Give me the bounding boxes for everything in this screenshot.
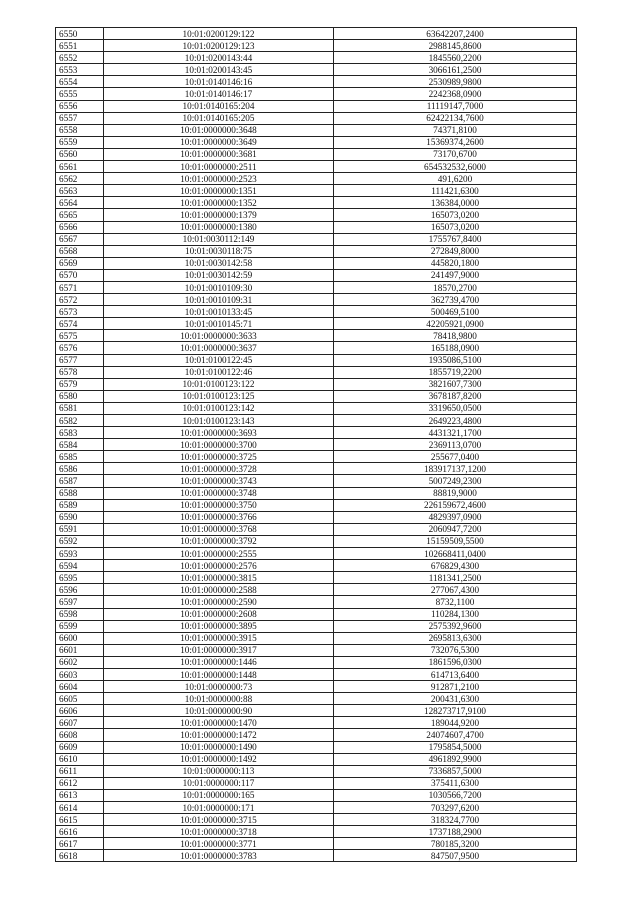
cadastral-value-cell: 445820,1800 [334,257,577,269]
cadastral-number-cell: 10:01:0000000:1448 [104,668,334,680]
cadastral-value-cell: 847507,9500 [334,850,577,862]
row-number-cell: 6574 [56,318,104,330]
row-number-cell: 6607 [56,717,104,729]
row-number-cell: 6594 [56,560,104,572]
table-row [56,548,577,560]
row-number-cell: 6618 [56,850,104,862]
cadastral-number-cell: 10:01:0000000:3915 [104,632,334,644]
cadastral-value-cell: 18570,2700 [334,281,577,293]
cadastral-value-cell: 2695813,6300 [334,632,577,644]
row-number-cell: 6573 [56,306,104,318]
cadastral-number-cell: 10:01:0000000:3681 [104,148,334,160]
table-row [56,245,577,257]
cadastral-number-cell: 10:01:0010145:71 [104,318,334,330]
cadastral-number-cell: 10:01:0000000:3725 [104,451,334,463]
row-number-cell: 6558 [56,124,104,136]
row-number-cell: 6605 [56,693,104,705]
row-number-cell: 6603 [56,668,104,680]
table-row [56,112,577,124]
table-row [56,789,577,801]
table-row [56,729,577,741]
cadastral-value-cell: 63642207,2400 [334,28,577,40]
cadastral-value-cell: 2242368,0900 [334,88,577,100]
row-number-cell: 6561 [56,161,104,173]
table-row [56,390,577,402]
cadastral-value-cell: 3319650,0500 [334,402,577,414]
cadastral-number-cell: 10:01:0000000:2590 [104,596,334,608]
cadastral-value-cell: 78418,9800 [334,330,577,342]
cadastral-value-cell: 189044,9200 [334,717,577,729]
table-row [56,487,577,499]
cadastral-value-cell: 4829397,0900 [334,511,577,523]
cadastral-number-cell: 10:01:0000000:3792 [104,535,334,547]
cadastral-value-cell: 277067,4300 [334,584,577,596]
cadastral-value-cell: 2530989,9800 [334,76,577,88]
row-number-cell: 6552 [56,52,104,64]
table-row [56,535,577,547]
row-number-cell: 6553 [56,64,104,76]
row-number-cell: 6585 [56,451,104,463]
cadastral-number-cell: 10:01:0140146:17 [104,88,334,100]
table-row [56,475,577,487]
row-number-cell: 6582 [56,415,104,427]
row-number-cell: 6554 [56,76,104,88]
cadastral-value-cell: 200431,6300 [334,693,577,705]
cadastral-value-cell: 241497,9000 [334,269,577,281]
table-row [56,306,577,318]
cadastral-number-cell: 10:01:0000000:1470 [104,717,334,729]
cadastral-number-cell: 10:01:0000000:3700 [104,439,334,451]
row-number-cell: 6602 [56,656,104,668]
cadastral-number-cell: 10:01:0000000:3895 [104,620,334,632]
cadastral-value-cell: 165188,0900 [334,342,577,354]
cadastral-number-cell: 10:01:0000000:1379 [104,209,334,221]
cadastral-value-cell: 1845560,2200 [334,52,577,64]
cadastral-value-cell: 15159509,5500 [334,535,577,547]
table-row [56,777,577,789]
cadastral-number-cell: 10:01:0000000:3715 [104,814,334,826]
table-row [56,185,577,197]
row-number-cell: 6590 [56,511,104,523]
cadastral-value-cell: 128273717,9100 [334,705,577,717]
table-row [56,148,577,160]
table-row [56,366,577,378]
cadastral-number-cell: 10:01:0000000:1380 [104,221,334,233]
row-number-cell: 6570 [56,269,104,281]
cadastral-value-cell: 42205921,0900 [334,318,577,330]
cadastral-value-table [55,27,577,862]
row-number-cell: 6609 [56,741,104,753]
cadastral-value-cell: 2060947,7200 [334,523,577,535]
table-row [56,76,577,88]
cadastral-value-cell: 272849,8000 [334,245,577,257]
cadastral-number-cell: 10:01:0000000:2523 [104,173,334,185]
table-row [56,378,577,390]
cadastral-value-cell: 375411,6300 [334,777,577,789]
row-number-cell: 6583 [56,427,104,439]
row-number-cell: 6578 [56,366,104,378]
row-number-cell: 6571 [56,281,104,293]
row-number-cell: 6584 [56,439,104,451]
row-number-cell: 6595 [56,572,104,584]
cadastral-value-cell: 255677,0400 [334,451,577,463]
table-row [56,173,577,185]
cadastral-value-cell: 362739,4700 [334,294,577,306]
cadastral-value-cell: 110284,1300 [334,608,577,620]
row-number-cell: 6580 [56,390,104,402]
cadastral-value-cell: 5007249,2300 [334,475,577,487]
cadastral-number-cell: 10:01:0000000:2555 [104,548,334,560]
row-number-cell: 6560 [56,148,104,160]
row-number-cell: 6614 [56,802,104,814]
row-number-cell: 6612 [56,777,104,789]
row-number-cell: 6564 [56,197,104,209]
table-row [56,88,577,100]
cadastral-value-cell: 732076,5300 [334,644,577,656]
table-row [56,596,577,608]
table-row [56,402,577,414]
row-number-cell: 6555 [56,88,104,100]
cadastral-number-cell: 10:01:0000000:3743 [104,475,334,487]
table-row [56,124,577,136]
cadastral-number-cell: 10:01:0000000:2511 [104,161,334,173]
row-number-cell: 6611 [56,765,104,777]
cadastral-value-cell: 11119147,7000 [334,100,577,112]
cadastral-value-cell: 1935086,5100 [334,354,577,366]
cadastral-number-cell: 10:01:0000000:117 [104,777,334,789]
cadastral-value-cell: 780185,3200 [334,838,577,850]
cadastral-number-cell: 10:01:0030118:75 [104,245,334,257]
cadastral-number-cell: 10:01:0000000:171 [104,802,334,814]
cadastral-number-cell: 10:01:0000000:1446 [104,656,334,668]
cadastral-number-cell: 10:01:0000000:1490 [104,741,334,753]
cadastral-number-cell: 10:01:0000000:73 [104,681,334,693]
row-number-cell: 6569 [56,257,104,269]
cadastral-number-cell: 10:01:0000000:3693 [104,427,334,439]
table-row [56,632,577,644]
cadastral-value-cell: 1795854,5000 [334,741,577,753]
table-row [56,463,577,475]
cadastral-value-cell: 8732,1100 [334,596,577,608]
cadastral-number-cell: 10:01:0140146:16 [104,76,334,88]
row-number-cell: 6563 [56,185,104,197]
cadastral-value-cell: 491,6200 [334,173,577,185]
table-row [56,826,577,838]
cadastral-value-cell: 1755767,8400 [334,233,577,245]
cadastral-number-cell: 10:01:0030142:58 [104,257,334,269]
row-number-cell: 6589 [56,499,104,511]
row-number-cell: 6606 [56,705,104,717]
cadastral-number-cell: 10:01:0200129:123 [104,40,334,52]
table-row [56,656,577,668]
row-number-cell: 6598 [56,608,104,620]
cadastral-value-cell: 183917137,1200 [334,463,577,475]
row-number-cell: 6586 [56,463,104,475]
table-row [56,838,577,850]
cadastral-number-cell: 10:01:0000000:1472 [104,729,334,741]
row-number-cell: 6593 [56,548,104,560]
row-number-cell: 6610 [56,753,104,765]
table-row [56,40,577,52]
cadastral-number-cell: 10:01:0030142:59 [104,269,334,281]
table-row [56,681,577,693]
cadastral-number-cell: 10:01:0000000:90 [104,705,334,717]
table-row [56,415,577,427]
row-number-cell: 6581 [56,402,104,414]
cadastral-number-cell: 10:01:0000000:165 [104,789,334,801]
cadastral-value-cell: 3066161,2500 [334,64,577,76]
cadastral-number-cell: 10:01:0200129:122 [104,28,334,40]
row-number-cell: 6579 [56,378,104,390]
cadastral-number-cell: 10:01:0200143:45 [104,64,334,76]
cadastral-value-cell: 136384,0000 [334,197,577,209]
table-row [56,511,577,523]
table-row [56,233,577,245]
cadastral-number-cell: 10:01:0010109:30 [104,281,334,293]
cadastral-number-cell: 10:01:0100122:45 [104,354,334,366]
row-number-cell: 6591 [56,523,104,535]
cadastral-number-cell: 10:01:0000000:3771 [104,838,334,850]
row-number-cell: 6551 [56,40,104,52]
row-number-cell: 6596 [56,584,104,596]
row-number-cell: 6592 [56,535,104,547]
cadastral-number-cell: 10:01:0000000:3648 [104,124,334,136]
table-row [56,560,577,572]
cadastral-value-cell: 703297,6200 [334,802,577,814]
row-number-cell: 6559 [56,136,104,148]
row-number-cell: 6572 [56,294,104,306]
row-number-cell: 6568 [56,245,104,257]
cadastral-number-cell: 10:01:0140165:204 [104,100,334,112]
table-row [56,451,577,463]
row-number-cell: 6550 [56,28,104,40]
cadastral-value-cell: 500469,5100 [334,306,577,318]
row-number-cell: 6566 [56,221,104,233]
cadastral-value-cell: 676829,4300 [334,560,577,572]
table-row [56,136,577,148]
cadastral-value-cell: 165073,0200 [334,209,577,221]
cadastral-value-cell: 654532532,6000 [334,161,577,173]
cadastral-value-cell: 2575392,9600 [334,620,577,632]
cadastral-value-cell: 4431321,1700 [334,427,577,439]
cadastral-value-cell: 102668411,0400 [334,548,577,560]
cadastral-value-cell: 1737188,2900 [334,826,577,838]
cadastral-value-cell: 24074607,4700 [334,729,577,741]
table-row [56,668,577,680]
table-row [56,100,577,112]
table-row [56,693,577,705]
cadastral-number-cell: 10:01:0000000:88 [104,693,334,705]
cadastral-value-cell: 1861596,0300 [334,656,577,668]
table-row [56,717,577,729]
table-row [56,765,577,777]
table-row [56,330,577,342]
table-row [56,705,577,717]
cadastral-value-cell: 2988145,8600 [334,40,577,52]
cadastral-number-cell: 10:01:0100123:143 [104,415,334,427]
row-number-cell: 6608 [56,729,104,741]
cadastral-number-cell: 10:01:0100122:46 [104,366,334,378]
cadastral-value-cell: 7336857,5000 [334,765,577,777]
cadastral-number-cell: 10:01:0000000:3748 [104,487,334,499]
table-row [56,354,577,366]
cadastral-number-cell: 10:01:0000000:1492 [104,753,334,765]
cadastral-number-cell: 10:01:0000000:2608 [104,608,334,620]
table-row [56,28,577,40]
row-number-cell: 6577 [56,354,104,366]
table-row [56,52,577,64]
cadastral-number-cell: 10:01:0000000:1352 [104,197,334,209]
cadastral-number-cell: 10:01:0000000:2576 [104,560,334,572]
table-row [56,257,577,269]
table-body [56,28,577,862]
cadastral-number-cell: 10:01:0000000:3649 [104,136,334,148]
table-row [56,197,577,209]
cadastral-value-cell: 73170,6700 [334,148,577,160]
table-row [56,294,577,306]
cadastral-number-cell: 10:01:0000000:3917 [104,644,334,656]
table-row [56,64,577,76]
cadastral-value-cell: 2369113,0700 [334,439,577,451]
cadastral-number-cell: 10:01:0030112:149 [104,233,334,245]
table-row [56,850,577,862]
table-row [56,584,577,596]
row-number-cell: 6601 [56,644,104,656]
cadastral-value-cell: 88819,9000 [334,487,577,499]
table-row [56,644,577,656]
table-row [56,814,577,826]
cadastral-value-cell: 165073,0200 [334,221,577,233]
cadastral-value-cell: 3821607,7300 [334,378,577,390]
cadastral-number-cell: 10:01:0000000:3766 [104,511,334,523]
cadastral-value-cell: 111421,6300 [334,185,577,197]
table-row [56,342,577,354]
table-row [56,741,577,753]
table-row [56,209,577,221]
table-row [56,281,577,293]
table-row [56,753,577,765]
row-number-cell: 6604 [56,681,104,693]
table-row [56,572,577,584]
table-row [56,439,577,451]
cadastral-value-cell: 912871,2100 [334,681,577,693]
table-row [56,802,577,814]
row-number-cell: 6599 [56,620,104,632]
cadastral-number-cell: 10:01:0000000:1351 [104,185,334,197]
cadastral-number-cell: 10:01:0100123:142 [104,402,334,414]
cadastral-value-cell: 1855719,2200 [334,366,577,378]
table-row [56,269,577,281]
row-number-cell: 6565 [56,209,104,221]
row-number-cell: 6562 [56,173,104,185]
table-row [56,523,577,535]
cadastral-number-cell: 10:01:0000000:3750 [104,499,334,511]
cadastral-value-cell: 74371,8100 [334,124,577,136]
table-row [56,620,577,632]
row-number-cell: 6616 [56,826,104,838]
cadastral-value-cell: 226159672,4600 [334,499,577,511]
cadastral-number-cell: 10:01:0200143:44 [104,52,334,64]
cadastral-number-cell: 10:01:0000000:2588 [104,584,334,596]
row-number-cell: 6576 [56,342,104,354]
cadastral-number-cell: 10:01:0010109:31 [104,294,334,306]
cadastral-number-cell: 10:01:0000000:3637 [104,342,334,354]
cadastral-number-cell: 10:01:0010133:45 [104,306,334,318]
cadastral-value-cell: 2649223,4800 [334,415,577,427]
table-row [56,161,577,173]
cadastral-number-cell: 10:01:0000000:3718 [104,826,334,838]
row-number-cell: 6615 [56,814,104,826]
row-number-cell: 6600 [56,632,104,644]
cadastral-value-cell: 62422134,7600 [334,112,577,124]
cadastral-number-cell: 10:01:0000000:3728 [104,463,334,475]
cadastral-value-cell: 3678187,8200 [334,390,577,402]
table-row [56,427,577,439]
row-number-cell: 6613 [56,789,104,801]
cadastral-number-cell: 10:01:0100123:125 [104,390,334,402]
cadastral-value-cell: 1030566,7200 [334,789,577,801]
row-number-cell: 6617 [56,838,104,850]
row-number-cell: 6588 [56,487,104,499]
cadastral-value-cell: 15369374,2600 [334,136,577,148]
cadastral-number-cell: 10:01:0100123:122 [104,378,334,390]
row-number-cell: 6587 [56,475,104,487]
cadastral-number-cell: 10:01:0000000:3633 [104,330,334,342]
table-row [56,499,577,511]
row-number-cell: 6597 [56,596,104,608]
table-row [56,608,577,620]
cadastral-number-cell: 10:01:0000000:3815 [104,572,334,584]
table-row [56,318,577,330]
cadastral-number-cell: 10:01:0000000:3768 [104,523,334,535]
table-row [56,221,577,233]
row-number-cell: 6556 [56,100,104,112]
cadastral-value-cell: 1181341,2500 [334,572,577,584]
cadastral-value-cell: 318324,7700 [334,814,577,826]
row-number-cell: 6567 [56,233,104,245]
cadastral-number-cell: 10:01:0140165:205 [104,112,334,124]
cadastral-value-cell: 614713,6400 [334,668,577,680]
row-number-cell: 6575 [56,330,104,342]
cadastral-number-cell: 10:01:0000000:3783 [104,850,334,862]
cadastral-value-cell: 4961892,9900 [334,753,577,765]
cadastral-number-cell: 10:01:0000000:113 [104,765,334,777]
row-number-cell: 6557 [56,112,104,124]
